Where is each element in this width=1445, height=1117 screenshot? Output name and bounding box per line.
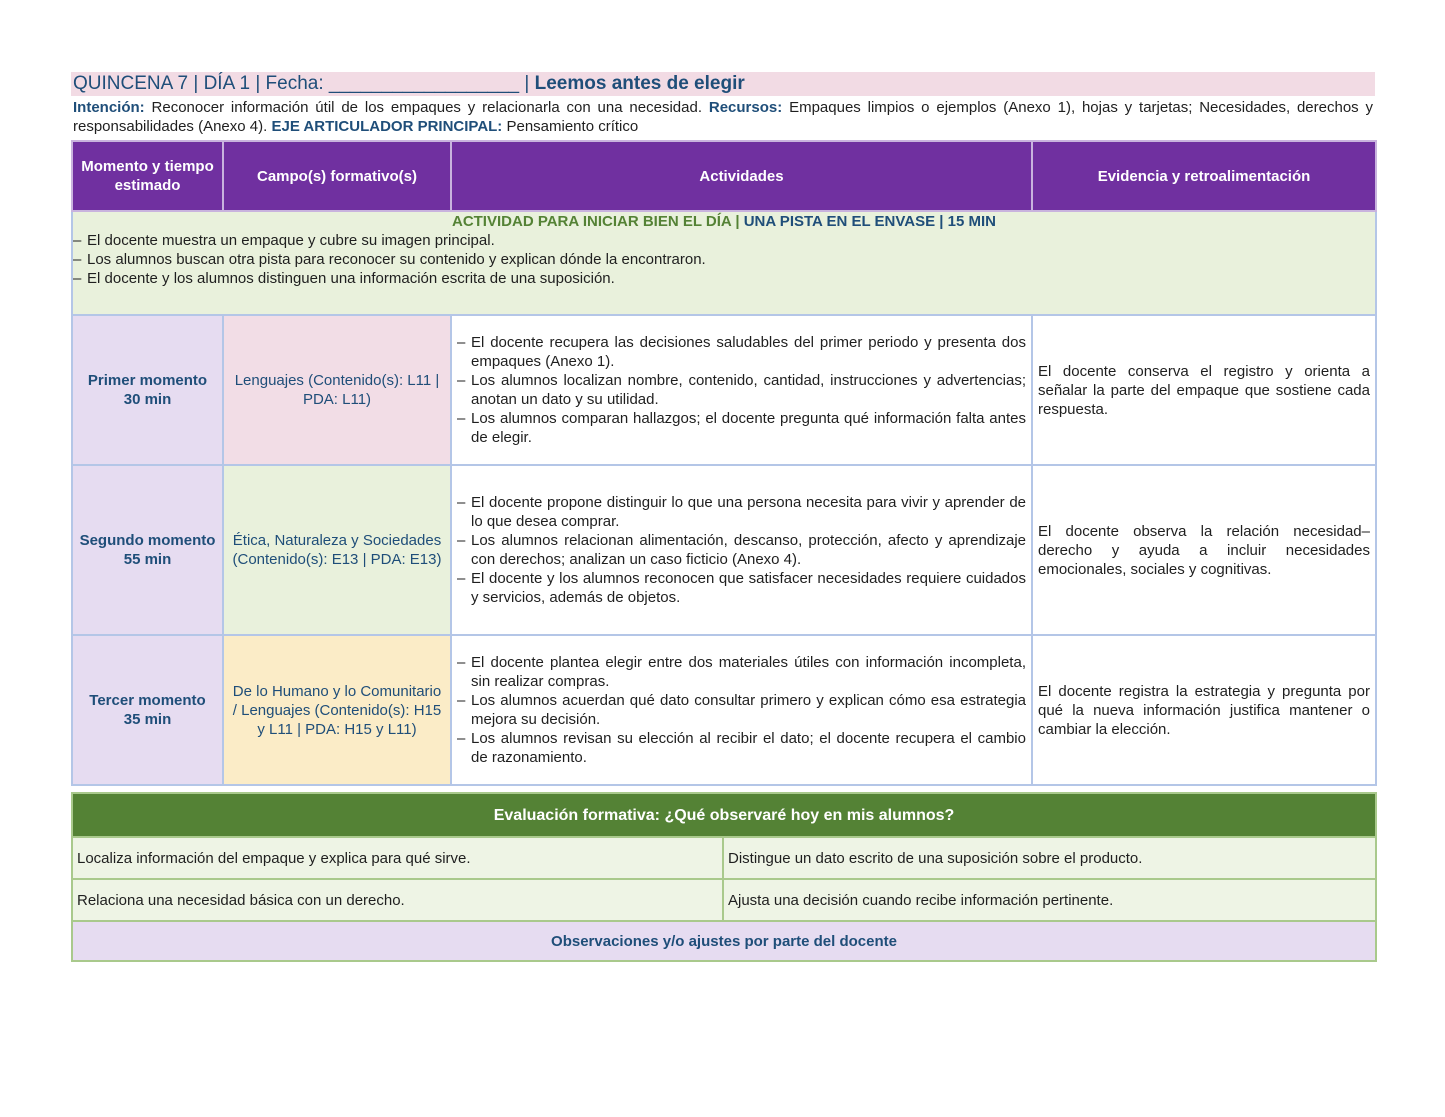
header-evidence: Evidencia y retroalimentación bbox=[1032, 141, 1376, 211]
activities-cell bbox=[451, 315, 1032, 465]
list-item: – El docente y los alumnos distinguen una información escrita de una suposición. bbox=[73, 269, 1375, 288]
moment-cell: Primer momento 30 min bbox=[72, 315, 223, 465]
start-activity-cell bbox=[72, 211, 1376, 315]
list-item: – El docente plantea elegir entre dos materiales útiles con información incompleta, sin realizar compras. bbox=[457, 653, 1026, 691]
evaluation-item: Relaciona una necesidad básica con un derecho. bbox=[72, 879, 723, 921]
table-header-row bbox=[72, 141, 1376, 211]
lesson-plan-page bbox=[71, 72, 1375, 962]
activities-cell bbox=[451, 465, 1032, 635]
list-item: – El docente propone distinguir lo que una persona necesita para vivir y aprender de lo que desea comprar. bbox=[457, 493, 1026, 531]
campo-cell: De lo Humano y lo Comunitario / Lenguajes (Contenido(s): H15 y L11 | PDA: H15 y L11) bbox=[223, 635, 451, 785]
evaluation-item: Distingue un dato escrito de una suposición sobre el producto. bbox=[723, 837, 1376, 879]
resources-text: Empaques limpios o ejemplos (Anexo 1), hojas y tarjetas; Necesidades, derechos y responsabilidades (Anexo 4). bbox=[73, 99, 1374, 135]
list-item: – Los alumnos comparan hallazgos; el docente pregunta qué información falta antes de elegir. bbox=[457, 409, 1026, 447]
header-campo: Campo(s) formativo(s) bbox=[223, 141, 451, 211]
start-activity-title: ACTIVIDAD PARA INICIAR BIEN EL DÍA | UNA PISTA EN EL ENVASE | 15 MIN bbox=[451, 213, 997, 230]
intention-text: Reconocer información útil de los empaques y relacionarla con una necesidad. bbox=[151, 99, 702, 116]
observations-cell: Observaciones y/o ajustes por parte del docente bbox=[72, 921, 1376, 961]
evidence-cell: El docente observa la relación necesidad–derecho y ayuda a incluir necesidades emocionales, sociales y cognitivas. bbox=[1032, 465, 1376, 635]
table-row bbox=[72, 635, 1376, 785]
evidence-cell: El docente conserva el registro y orienta a señalar la parte del empaque que sostiene cada respuesta. bbox=[1032, 315, 1376, 465]
resources-label: Recursos: bbox=[708, 99, 783, 116]
axis-label: EJE ARTICULADOR PRINCIPAL: bbox=[271, 118, 503, 135]
list-item: – Los alumnos buscan otra pista para reconocer su contenido y explican dónde la encontraron. bbox=[73, 250, 1375, 269]
evaluation-item: Ajusta una decisión cuando recibe información pertinente. bbox=[723, 879, 1376, 921]
axis-text: Pensamiento crítico bbox=[506, 118, 639, 135]
list-item: – Los alumnos acuerdan qué dato consultar primero y explican cómo esa estrategia mejora su decisión. bbox=[457, 691, 1026, 729]
title-prefix: QUINCENA 7 | DÍA 1 | Fecha: __________________ | bbox=[73, 73, 535, 94]
list-item: – El docente y los alumnos reconocen que satisfacer necesidades requiere cuidados y servicios, además de objetos. bbox=[457, 569, 1026, 607]
list-item: – El docente recupera las decisiones saludables del primer periodo y presenta dos empaques (Anexo 1). bbox=[457, 333, 1026, 371]
campo-cell: Ética, Naturaleza y Sociedades (Contenido(s): E13 | PDA: E13) bbox=[223, 465, 451, 635]
evaluation-title: Evaluación formativa: ¿Qué observaré hoy en mis alumnos? bbox=[72, 793, 1376, 837]
table-row bbox=[72, 879, 1376, 921]
evaluation-header-row bbox=[72, 793, 1376, 837]
table-row bbox=[72, 837, 1376, 879]
moment-cell: Tercer momento 35 min bbox=[72, 635, 223, 785]
list-item: – Los alumnos localizan nombre, contenido, cantidad, instrucciones y advertencias; anotan un dato y su utilidad. bbox=[457, 371, 1026, 409]
evidence-cell: El docente registra la estrategia y pregunta por qué la nueva información justifica mantener o cambiar la elección. bbox=[1032, 635, 1376, 785]
activities-cell bbox=[451, 635, 1032, 785]
evaluation-item: Localiza información del empaque y explica para qué sirve. bbox=[72, 837, 723, 879]
moment-cell: Segundo momento 55 min bbox=[72, 465, 223, 635]
campo-cell: Lenguajes (Contenido(s): L11 | PDA: L11) bbox=[223, 315, 451, 465]
list-item: – Los alumnos relacionan alimentación, descanso, protección, afecto y aprendizaje con derechos; analizan un caso ficticio (Anexo 4). bbox=[457, 531, 1026, 569]
list-item: – El docente muestra un empaque y cubre su imagen principal. bbox=[73, 231, 1375, 250]
intention-paragraph bbox=[73, 98, 1373, 136]
intention-label: Intención: bbox=[73, 99, 145, 116]
page-title bbox=[71, 72, 1375, 96]
observations-row bbox=[72, 921, 1376, 961]
list-item: – Los alumnos revisan su elección al recibir el dato; el docente recupera el cambio de razonamiento. bbox=[457, 729, 1026, 767]
table-row bbox=[72, 315, 1376, 465]
header-activities: Actividades bbox=[451, 141, 1032, 211]
header-moment: Momento y tiempo estimado bbox=[72, 141, 223, 211]
title-main: Leemos antes de elegir bbox=[534, 73, 745, 94]
table-row bbox=[72, 465, 1376, 635]
start-activity-row bbox=[72, 211, 1376, 315]
activities-table bbox=[71, 140, 1377, 786]
evaluation-table bbox=[71, 792, 1377, 962]
